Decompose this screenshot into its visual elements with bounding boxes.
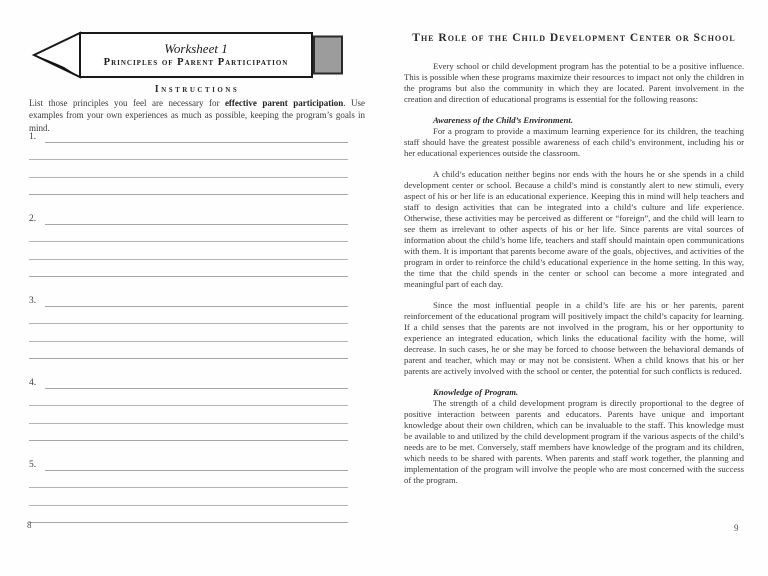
chapter-title: The Role of the Child Development Center or School [412,32,736,44]
worksheet-item-2 [29,208,348,277]
section-heading-awareness: Awareness of the Child’s Environment. [433,115,573,125]
worksheet-number-label: Worksheet 1 [164,41,228,56]
worksheet-item-4 [29,372,348,441]
banner-text [80,33,312,77]
blank-line [29,307,348,325]
worksheet-items [29,126,348,536]
section-heading-knowledge: Knowledge of Program. [433,387,519,397]
instructions-heading: Instructions [154,84,240,95]
blank-line [29,506,348,524]
blank-line [29,178,348,196]
worksheet-title: Principles of Parent Participation [103,57,289,68]
worksheet-banner [30,30,346,80]
blank-line [29,324,348,342]
blank-line [29,242,348,260]
blank-line [29,160,348,178]
blank-line [29,342,348,360]
item-number: 4. [29,377,37,388]
page-number-left: 8 [27,520,32,530]
item-number-row [29,454,348,471]
instructions-text-bold: effective parent participation [224,98,344,108]
blank-line [29,424,348,442]
item-number-row [29,290,348,307]
body-text-block [404,61,744,486]
paragraph-awareness-2: A child’s education neither begins nor ends with the hours he or she spends in a child development center or school. Because a child’s mind is constantly alert to new stimuli, every aspect of his or her life is an educational experience. Keeping this in mind will help teachers and staff to design activities that can be integrated into a child’s culture and life experience. Otherwise, these activities may be perceived as different or “foreign”, and the child will learn to see them as irrelevant to other aspects of his or her life. Since parents are vital sources of information about the child’s home life, teachers and staff should maintain open communications with them. It is important that parents become aware of the goals, objectives, and activities of the program in order to reinforce the child’s educational experience in the home setting. In this way, the time that the child spends in the center or school can become a more integrated and meaningful part of each day. [404,169,744,289]
item-number-row [29,208,348,225]
right-page [384,0,768,576]
item-number: 2. [29,213,37,224]
blank-line [29,143,348,161]
blank-line [29,471,348,489]
blank-line [45,372,348,389]
instructions-text-part1: List those principles you feel are necessary for [29,98,225,108]
paragraph-awareness-3: Since the most influential people in a child’s life are his or her parents, parent reinforcement of the educational program will positively impact the child’s capacity for learning. If a child senses that the parents are not involved in the program, his or her opportunity to experience an integrated education, which links the educational facility with the home, will decrease. In such cases, he or she may be forced to choose between the behavioral demands of parent and teacher, which may or may not be consistent. When a child knows that his or her parents are actively involved with the school or center, the potential for such conflicts is reduced. [404,300,744,376]
blank-line [29,225,348,243]
pencil-tip-shape [34,33,80,77]
blank-line [45,126,348,143]
paragraph-knowledge-1: The strength of a child development program is directly proportional to the degree of positive interaction between parents and educators. Parents have unique and important knowledge about their own children, which can be invaluable to the staff. This knowledge must be available to and utilized by the child development program if the various aspects of the child’s needs are to be met. Conversely, staff members have knowledge of the program and its children, which needs to be shared with parents. When parents and staff work together, the planning and implementation of the program will involve the people who are most concerned with the success of the program. [404,398,744,485]
item-number: 1. [29,131,37,142]
blank-line [29,488,348,506]
item-number-row [29,372,348,389]
blank-line [29,406,348,424]
item-number-row [29,126,348,143]
worksheet-item-1 [29,126,348,195]
worksheet-item-5 [29,454,348,523]
blank-line [29,260,348,278]
item-number: 3. [29,295,37,306]
paragraph-awareness-1: For a program to provide a maximum learning experience for its children, the teaching staff should have the greatest possible awareness of each child’s environment, including his or her educational experiences outside the classroom. [404,126,744,158]
blank-line [45,454,348,471]
pencil-eraser-shape [314,37,342,74]
item-number: 5. [29,459,37,470]
page-number-right: 9 [734,523,739,533]
blank-line [45,290,348,307]
instructions-text-part2: . Use examples from your own experiences as much as possible, keeping the program’s goals in mind. [29,98,365,133]
paragraph-intro: Every school or child development program has the potential to be a positive influence. This is possible when these programs maximize their resources to impact not only the children in the programs but also the community in which they are located. Parent involvement in the creation and direction of educational programs is essential for the following reasons: [404,61,744,104]
blank-line [29,389,348,407]
worksheet-item-3 [29,290,348,359]
blank-line [45,208,348,225]
